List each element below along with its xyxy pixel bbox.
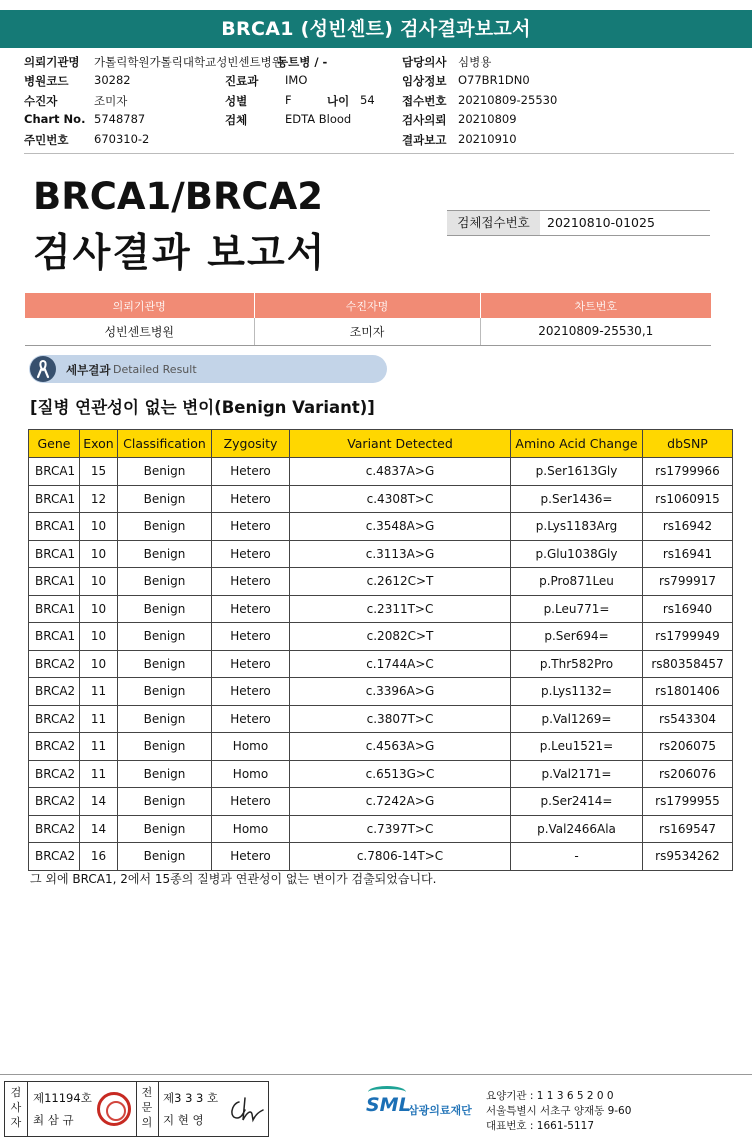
organization-phone: 대표번호 : 1661-5117: [486, 1120, 595, 1132]
cell-variant-detected: c.3113A>G: [290, 540, 511, 568]
variant-table-body: [29, 458, 733, 871]
specimen-receipt-box: [447, 210, 710, 236]
ward-value: 동트병 / -: [277, 55, 328, 69]
age-label: 나이: [327, 93, 350, 108]
cell-variant-detected: c.7806-14T>C: [290, 843, 511, 871]
hospital-code-value: 30282: [94, 73, 131, 88]
sex-value: F: [285, 92, 292, 107]
header-variant-detected: Variant Detected: [290, 430, 511, 458]
cell-gene: BRCA2: [29, 678, 80, 706]
cell-zygosity: Hetero: [212, 513, 290, 541]
table-row: [29, 540, 733, 568]
cell-classification: Benign: [118, 815, 212, 843]
cell-exon: 12: [80, 485, 118, 513]
cell-gene: BRCA2: [29, 705, 80, 733]
signature-divider: [158, 1082, 159, 1136]
receipt-value: 20210809-25530: [458, 92, 558, 107]
header-divider: [24, 153, 734, 154]
specimen-label: 검체: [225, 113, 248, 128]
cell-variant-detected: c.2612C>T: [290, 568, 511, 596]
cell-gene: BRCA2: [29, 788, 80, 816]
sml-logo: [366, 1086, 476, 1126]
cell-gene: BRCA2: [29, 650, 80, 678]
organization-address: 서울특별시 서초구 양재동 9-60: [486, 1105, 632, 1117]
footnote: 그 외에 BRCA1, 2에서 15종의 질병과 연관성이 없는 변이가 검출되었습니다.: [30, 872, 437, 886]
cell-amino-acid-change: p.Leu1521=: [511, 733, 643, 761]
cell-zygosity: Hetero: [212, 678, 290, 706]
cell-gene: BRCA2: [29, 815, 80, 843]
cell-gene: BRCA1: [29, 568, 80, 596]
cell-exon: 10: [80, 623, 118, 651]
table-row: [29, 843, 733, 871]
examiner-license: 제11194호: [33, 1091, 92, 1105]
cell-exon: 16: [80, 843, 118, 871]
table-row: [29, 595, 733, 623]
cell-gene: BRCA1: [29, 540, 80, 568]
detailed-result-english: Detailed Result: [113, 363, 197, 376]
cell-exon: 14: [80, 788, 118, 816]
cell-zygosity: Hetero: [212, 540, 290, 568]
cell-zygosity: Hetero: [212, 650, 290, 678]
institution-value: 가톨릭학원가톨릭대학교성빈센트병원: [94, 55, 283, 69]
summary-header-patient: 수진자명: [254, 293, 480, 318]
cell-classification: Benign: [118, 843, 212, 871]
info-row-3: [24, 93, 734, 112]
table-row: [29, 815, 733, 843]
cell-classification: Benign: [118, 788, 212, 816]
cell-dbsnp: rs1060915: [643, 485, 733, 513]
cell-variant-detected: c.4308T>C: [290, 485, 511, 513]
cell-dbsnp: rs1801406: [643, 678, 733, 706]
resident-value: 670310-2: [94, 131, 150, 146]
organization-code: 요양기관 : 1 1 3 6 5 2 0 0: [486, 1090, 614, 1102]
cell-dbsnp: rs1799955: [643, 788, 733, 816]
cell-classification: Benign: [118, 540, 212, 568]
dept-label: 진료과: [225, 74, 259, 89]
table-row: [29, 678, 733, 706]
cell-variant-detected: c.7397T>C: [290, 815, 511, 843]
cell-amino-acid-change: p.Leu771=: [511, 595, 643, 623]
table-row: [29, 760, 733, 788]
cell-dbsnp: rs169547: [643, 815, 733, 843]
cell-amino-acid-change: p.Val2171=: [511, 760, 643, 788]
cell-dbsnp: rs80358457: [643, 650, 733, 678]
cell-gene: BRCA1: [29, 513, 80, 541]
cell-classification: Benign: [118, 568, 212, 596]
info-row-4: [24, 112, 734, 131]
variant-table: [28, 429, 733, 871]
table-row: [29, 788, 733, 816]
doctor-value: 심병용: [458, 55, 492, 69]
hospital-code-label: 병원코드: [24, 74, 69, 89]
cell-variant-detected: c.7242A>G: [290, 788, 511, 816]
cell-dbsnp: rs1799966: [643, 458, 733, 486]
cell-gene: BRCA1: [29, 485, 80, 513]
cell-zygosity: Homo: [212, 733, 290, 761]
signature-icon: [225, 1094, 265, 1126]
cell-dbsnp: rs799917: [643, 568, 733, 596]
detailed-result-badge: [29, 355, 387, 383]
cell-exon: 10: [80, 513, 118, 541]
request-value: 20210809: [458, 112, 517, 127]
cell-dbsnp: rs16941: [643, 540, 733, 568]
table-row: [29, 623, 733, 651]
cell-classification: Benign: [118, 733, 212, 761]
cell-classification: Benign: [118, 650, 212, 678]
examiner-name: 최 삼 규: [33, 1113, 74, 1127]
cell-amino-acid-change: p.Glu1038Gly: [511, 540, 643, 568]
cell-amino-acid-change: p.Val2466Ala: [511, 815, 643, 843]
cell-zygosity: Hetero: [212, 568, 290, 596]
header-amino-acid-change: Amino Acid Change: [511, 430, 643, 458]
chart-label: Chart No.: [24, 112, 86, 127]
cell-exon: 14: [80, 815, 118, 843]
summary-table: [25, 293, 711, 346]
cell-variant-detected: c.1744A>C: [290, 650, 511, 678]
report-date-label: 결과보고: [402, 132, 447, 147]
cell-amino-acid-change: p.Val1269=: [511, 705, 643, 733]
cell-dbsnp: rs543304: [643, 705, 733, 733]
seal-stamp-icon: [97, 1092, 131, 1126]
cell-amino-acid-change: p.Lys1183Arg: [511, 513, 643, 541]
info-row-2: [24, 73, 734, 92]
cell-dbsnp: rs16940: [643, 595, 733, 623]
cell-zygosity: Hetero: [212, 705, 290, 733]
summary-institution: 성빈센트병원: [25, 318, 254, 345]
cell-exon: 11: [80, 760, 118, 788]
cell-dbsnp: rs206075: [643, 733, 733, 761]
organization-name: 삼광의료재단: [408, 1104, 472, 1117]
cell-amino-acid-change: p.Pro871Leu: [511, 568, 643, 596]
cell-gene: BRCA2: [29, 760, 80, 788]
report-title-bar: BRCA1 (성빈센트) 검사결과보고서: [0, 10, 752, 48]
report-date-value: 20210910: [458, 131, 517, 146]
cell-amino-acid-change: p.Ser694=: [511, 623, 643, 651]
footer-divider: [0, 1074, 752, 1075]
chart-value: 5748787: [94, 112, 146, 127]
variant-header-row: [29, 430, 733, 458]
table-row: [29, 650, 733, 678]
cell-variant-detected: c.3807T>C: [290, 705, 511, 733]
cell-zygosity: Hetero: [212, 485, 290, 513]
cell-amino-acid-change: p.Lys1132=: [511, 678, 643, 706]
cell-zygosity: Hetero: [212, 788, 290, 816]
cell-classification: Benign: [118, 485, 212, 513]
cell-exon: 10: [80, 540, 118, 568]
header-gene: Gene: [29, 430, 80, 458]
cell-classification: Benign: [118, 705, 212, 733]
cell-amino-acid-change: p.Ser1613Gly: [511, 458, 643, 486]
signature-divider: [27, 1082, 28, 1136]
report-heading-genes: BRCA1/BRCA2: [33, 175, 323, 218]
specialist-label: 전문의: [141, 1086, 153, 1129]
specimen-receipt-label: 검체접수번호: [447, 211, 540, 235]
summary-header-chart: 차트번호: [480, 293, 711, 318]
table-row: [29, 485, 733, 513]
summary-patient: 조미자: [254, 318, 480, 345]
signature-box: [4, 1081, 269, 1137]
cell-classification: Benign: [118, 760, 212, 788]
header-zygosity: Zygosity: [212, 430, 290, 458]
cell-gene: BRCA1: [29, 458, 80, 486]
cell-zygosity: Hetero: [212, 623, 290, 651]
cell-exon: 11: [80, 705, 118, 733]
cell-variant-detected: c.4563A>G: [290, 733, 511, 761]
cell-dbsnp: rs16942: [643, 513, 733, 541]
resident-label: 주민번호: [24, 132, 69, 147]
table-row: [29, 458, 733, 486]
cell-amino-acid-change: p.Ser2414=: [511, 788, 643, 816]
cell-exon: 10: [80, 595, 118, 623]
summary-header-institution: 의뢰기관명: [25, 293, 254, 318]
doctor-label: 담당의사: [402, 55, 447, 69]
cell-gene: BRCA1: [29, 595, 80, 623]
cell-exon: 15: [80, 458, 118, 486]
detailed-result-korean: 세부결과: [66, 363, 111, 377]
header-exon: Exon: [80, 430, 118, 458]
header-dbsnp: dbSNP: [643, 430, 733, 458]
sex-label: 성별: [225, 93, 248, 108]
signature-divider: [136, 1082, 137, 1136]
cell-classification: Benign: [118, 623, 212, 651]
cell-dbsnp: rs1799949: [643, 623, 733, 651]
institution-label: 의뢰기관명: [24, 55, 80, 69]
cell-zygosity: Hetero: [212, 843, 290, 871]
receipt-label: 접수번호: [402, 93, 447, 108]
specimen-value: EDTA Blood: [285, 112, 352, 127]
cell-exon: 11: [80, 678, 118, 706]
dept-value: IMO: [285, 73, 308, 88]
cell-zygosity: Homo: [212, 760, 290, 788]
cell-zygosity: Hetero: [212, 458, 290, 486]
cell-variant-detected: c.6513G>C: [290, 760, 511, 788]
header-classification: Classification: [118, 430, 212, 458]
cell-dbsnp: rs9534262: [643, 843, 733, 871]
patient-label: 수진자: [24, 93, 58, 108]
cell-classification: Benign: [118, 595, 212, 623]
cell-gene: BRCA2: [29, 843, 80, 871]
cell-classification: Benign: [118, 513, 212, 541]
cell-variant-detected: c.3548A>G: [290, 513, 511, 541]
cell-exon: 10: [80, 568, 118, 596]
cell-gene: BRCA2: [29, 733, 80, 761]
report-heading-title: 검사결과 보고서: [33, 231, 327, 276]
clinical-label: 임상정보: [402, 74, 447, 89]
logo-text: SML: [366, 1094, 411, 1116]
cell-variant-detected: c.2311T>C: [290, 595, 511, 623]
cell-zygosity: Homo: [212, 815, 290, 843]
cell-dbsnp: rs206076: [643, 760, 733, 788]
examiner-label: 검사자: [10, 1086, 22, 1129]
specialist-license: 제3 3 3 호: [163, 1091, 219, 1105]
specialist-name: 지 현 영: [163, 1113, 204, 1127]
benign-variant-heading: [질병 연관성이 없는 변이(Benign Variant)]: [30, 398, 375, 417]
summary-chart: 20210809-25530,1: [480, 318, 711, 345]
patient-value: 조미자: [94, 93, 128, 108]
cell-gene: BRCA1: [29, 623, 80, 651]
cell-zygosity: Hetero: [212, 595, 290, 623]
table-row: [29, 705, 733, 733]
specimen-receipt-value: 20210810-01025: [547, 215, 655, 230]
organization-details: [486, 1089, 631, 1134]
cell-amino-acid-change: p.Thr582Pro: [511, 650, 643, 678]
ribbon-icon: [30, 356, 56, 382]
cell-classification: Benign: [118, 458, 212, 486]
cell-exon: 10: [80, 650, 118, 678]
cell-amino-acid-change: -: [511, 843, 643, 871]
table-row: [29, 513, 733, 541]
summary-row: [25, 318, 711, 345]
cell-amino-acid-change: p.Ser1436=: [511, 485, 643, 513]
cell-exon: 11: [80, 733, 118, 761]
cell-variant-detected: c.4837A>G: [290, 458, 511, 486]
age-value: 54: [360, 92, 375, 107]
patient-info-block: [24, 54, 734, 151]
table-row: [29, 733, 733, 761]
cell-variant-detected: c.3396A>G: [290, 678, 511, 706]
clinical-value: O77BR1DN0: [458, 73, 530, 88]
cell-variant-detected: c.2082C>T: [290, 623, 511, 651]
table-row: [29, 568, 733, 596]
cell-classification: Benign: [118, 678, 212, 706]
request-label: 검사의뢰: [402, 113, 447, 128]
info-row-1: [24, 54, 734, 73]
info-row-5: [24, 132, 734, 151]
